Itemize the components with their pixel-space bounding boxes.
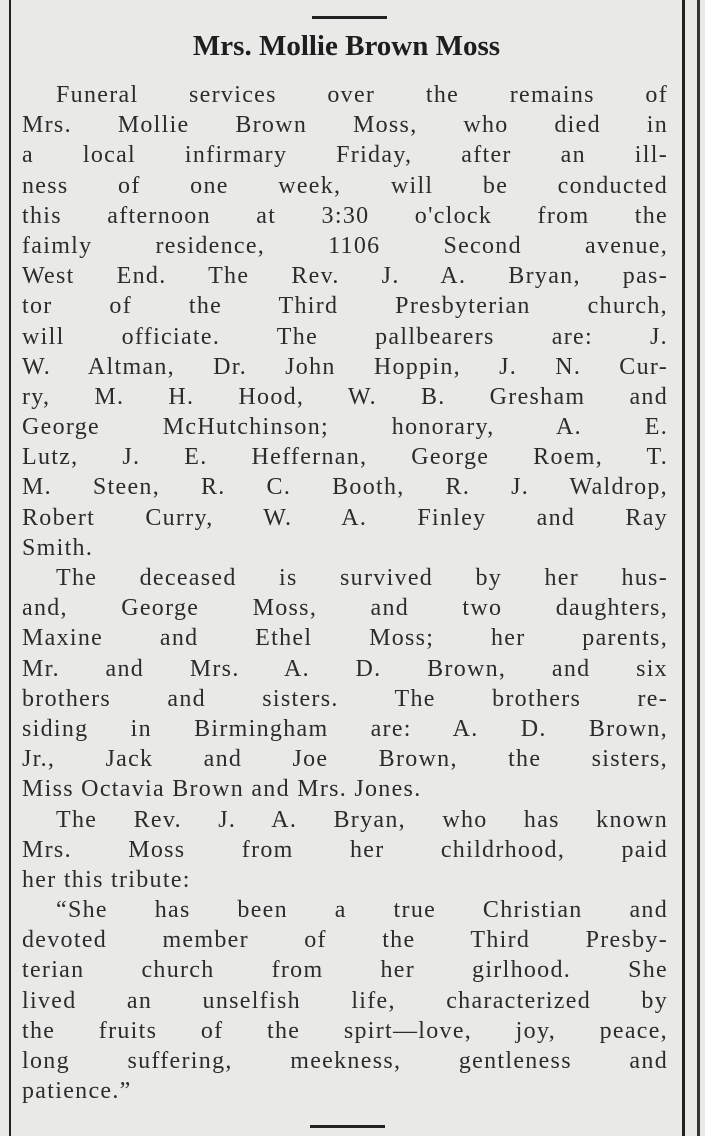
column-rule-left [9, 0, 11, 1136]
separator-bottom [310, 1125, 385, 1128]
article-line: devoted member of the Third Presby- [22, 927, 668, 954]
article-line: Maxine and Ethel Moss; her parents, [22, 625, 668, 652]
separator-top [312, 16, 387, 19]
article-line: West End. The Rev. J. A. Bryan, pas- [22, 263, 668, 290]
article-line: Mrs. Moss from her childrhood, paid [22, 836, 668, 863]
article-line: her this tribute: [22, 866, 191, 893]
article-line: Lutz, J. E. Heffernan, George Roem, T. [22, 444, 668, 471]
article-line: long suffering, meekness, gentleness and [22, 1048, 668, 1074]
article-line: The Rev. J. A. Bryan, who has known [56, 806, 668, 833]
article-line: The deceased is survived by her hus- [56, 565, 668, 591]
article-line: the fruits of the spirt—love, joy, peace, [22, 1017, 668, 1044]
article-line: M. Steen, R. C. Booth, R. J. Waldrop, [22, 474, 668, 501]
column-rule-right-outer [697, 0, 700, 1136]
article-headline: Mrs. Mollie Brown Moss [192, 30, 501, 62]
article-line: Smith. [22, 534, 94, 561]
article-line: Jr., Jack and Joe Brown, the sisters, [22, 746, 668, 773]
article-line: this afternoon at 3:30 o'clock from the [22, 202, 668, 229]
article-line: tor of the Third Presbyterian church, [22, 293, 668, 320]
article-line: will officiate. The pallbearers are: J. [22, 323, 668, 350]
article-line: siding in Birmingham are: A. D. Brown, [22, 715, 668, 742]
article-line: terian church from her girlhood. She [22, 957, 668, 984]
column-rule-right [682, 0, 685, 1136]
article-line: Mrs. Mollie Brown Moss, who died in [22, 112, 668, 139]
article-line: W. Altman, Dr. John Hoppin, J. N. Cur- [22, 353, 668, 380]
article-line: ry, M. H. Hood, W. B. Gresham and [22, 383, 668, 410]
article-line: a local infirmary Friday, after an ill- [22, 142, 668, 169]
article-line: Funeral services over the remains of [56, 82, 668, 108]
article-line: “She has been a true Christian and [56, 897, 668, 924]
article-line: and, George Moss, and two daughters, [22, 595, 668, 622]
article-line: Robert Curry, W. A. Finley and Ray [22, 504, 668, 531]
article-line: patience.” [22, 1078, 132, 1105]
article-line: ness of one week, will be conducted [22, 172, 668, 199]
article-line: lived an unselfish life, characterized by [22, 987, 668, 1014]
article-line: George McHutchinson; honorary, A. E. [22, 414, 668, 441]
article-line: Miss Octavia Brown and Mrs. Jones. [22, 776, 422, 803]
article-body [22, 80, 668, 1106]
article-line: Mr. and Mrs. A. D. Brown, and six [22, 655, 668, 682]
article-line: brothers and sisters. The brothers re- [22, 685, 668, 712]
article-line: faimly residence, 1106 Second avenue, [22, 232, 668, 259]
